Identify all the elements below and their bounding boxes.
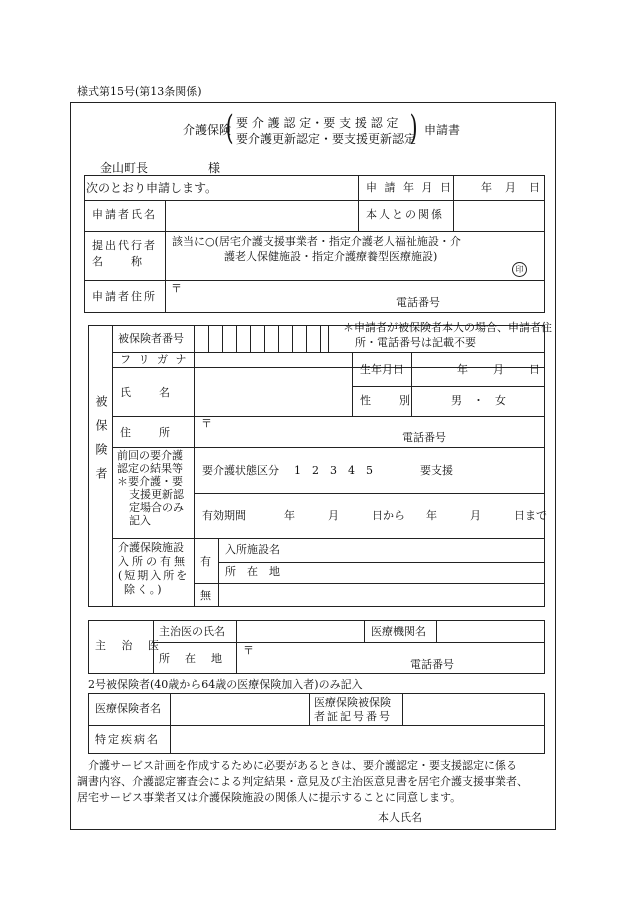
previous-label-3: ＊要介護・要	[117, 475, 183, 488]
intro-text: 次のとおり申請します。	[86, 181, 218, 195]
facility-none: 無	[200, 589, 211, 602]
insured-id-label-1: 医療保険被保険	[314, 696, 391, 709]
form-number: 様式第15号(第13条関係)	[77, 85, 202, 98]
application-date-day: 日	[529, 181, 540, 194]
consent-line-2: 調書内容、介護認定審査会による判定結果・意見及び主治医意見書を居宅介護支援事業者、	[77, 775, 528, 788]
insured-section-label: 被保険者	[94, 395, 108, 491]
insured-address-label: 住 所	[120, 426, 172, 439]
validity-to: 年 月 日まで	[426, 509, 547, 522]
applicant-address-label: 申請者住所	[92, 290, 157, 303]
birth-month: 月	[493, 363, 504, 376]
title-brace-right: )	[409, 108, 418, 148]
birth-label: 生年月日	[360, 363, 404, 376]
insured-id-label-2: 者証記号番号	[314, 710, 392, 723]
sex-options: 男 ・ 女	[451, 394, 506, 407]
title-prefix: 介護保険	[183, 123, 232, 137]
institution-label: 医療機関名	[371, 625, 426, 638]
previous-label-1: 前回の要介護	[117, 449, 183, 462]
insured-postal-mark: 〒	[201, 417, 212, 430]
care-levels: 1 2 3 4 5	[294, 464, 373, 477]
note-line-1: ＊申請者が被保険者本人の場合、申請者住	[343, 321, 552, 334]
doctor-address-label: 所 在 地	[159, 652, 224, 665]
doctor-section-label: 主 治 医	[95, 639, 165, 652]
birth-day: 日	[529, 363, 540, 376]
birth-year: 年	[457, 363, 468, 376]
facility-label-4: 除く。)	[124, 583, 164, 596]
disease-label: 特定疾病名	[95, 733, 160, 746]
insured-number-label: 被保険者番号	[118, 332, 184, 345]
type2-heading: 2号被保険者(40歳から64歳の医療保険加入者)のみ記入	[88, 678, 363, 691]
facility-label-1: 介護保険施設	[118, 541, 184, 554]
care-level-label: 要介護状態区分	[202, 464, 279, 477]
facility-label-3: (短期入所を	[118, 569, 190, 582]
previous-label-6: 記入	[129, 514, 151, 527]
title-suffix: 申請書	[424, 123, 461, 137]
agent-text-2: 護老人保健施設・指定介護療養型医療施設)	[224, 250, 438, 263]
relation-label: 本人との関係	[366, 208, 444, 221]
sex-label: 性 別	[360, 394, 412, 407]
seal-mark: 印	[512, 262, 527, 277]
doctor-postal-mark: 〒	[243, 644, 254, 657]
addressee-honorific: 様	[208, 161, 221, 175]
note-line-2: 所・電話番号は記載不要	[355, 336, 476, 349]
validity-from: 年 月 日から	[284, 509, 405, 522]
insured-name-label: 氏 名	[120, 386, 172, 399]
facility-address-label: 所 在 地	[225, 565, 280, 578]
doctor-phone-label: 電話番号	[410, 658, 454, 671]
title-option-1: 要 介 護 認 定・要 支 援 認 定	[236, 116, 399, 130]
facility-has: 有	[200, 555, 211, 568]
agent-label-2: 名 称	[92, 255, 144, 268]
previous-label-4: 支援更新認	[129, 488, 184, 501]
support-label: 要支援	[420, 464, 453, 477]
insured-phone-label: 電話番号	[402, 431, 446, 444]
title-brace-left: (	[225, 108, 234, 148]
agent-label-1: 提出代行者	[92, 239, 157, 252]
application-date-year: 年	[481, 181, 492, 194]
applicant-phone-label: 電話番号	[396, 296, 440, 309]
furigana-label: フ リ ガ ナ	[120, 353, 189, 366]
consent-line-1: 介護サービス計画を作成するために必要があるときは、要介護認定・要支援認定に係る	[88, 759, 517, 772]
application-date-label: 申 請 年 月 日	[366, 181, 453, 194]
applicant-name-label: 申請者氏名	[92, 208, 157, 221]
applicant-postal-mark: 〒	[171, 282, 182, 295]
previous-label-2: 認定の結果等	[117, 462, 183, 475]
insurer-label: 医療保険者名	[95, 702, 161, 715]
validity-label: 有効期間	[202, 509, 246, 522]
consent-line-3: 居宅サービス事業者又は介護保険施設の関係人に提示することに同意します。	[77, 791, 462, 804]
signature-label: 本人氏名	[378, 811, 422, 824]
addressee-name: 金山町長	[100, 161, 149, 175]
facility-label-2: 入所の有無	[118, 555, 188, 568]
doctor-name-label: 主治医の氏名	[159, 625, 225, 638]
agent-text-1: 該当に○(居宅介護支援事業者・指定介護老人福祉施設・介	[172, 235, 461, 248]
previous-label-5: 定場合のみ	[129, 501, 184, 514]
application-date-month: 月	[505, 181, 516, 194]
facility-name-label: 入所施設名	[225, 543, 280, 556]
title-option-2: 要介護更新認定・要支援更新認定	[236, 132, 417, 146]
